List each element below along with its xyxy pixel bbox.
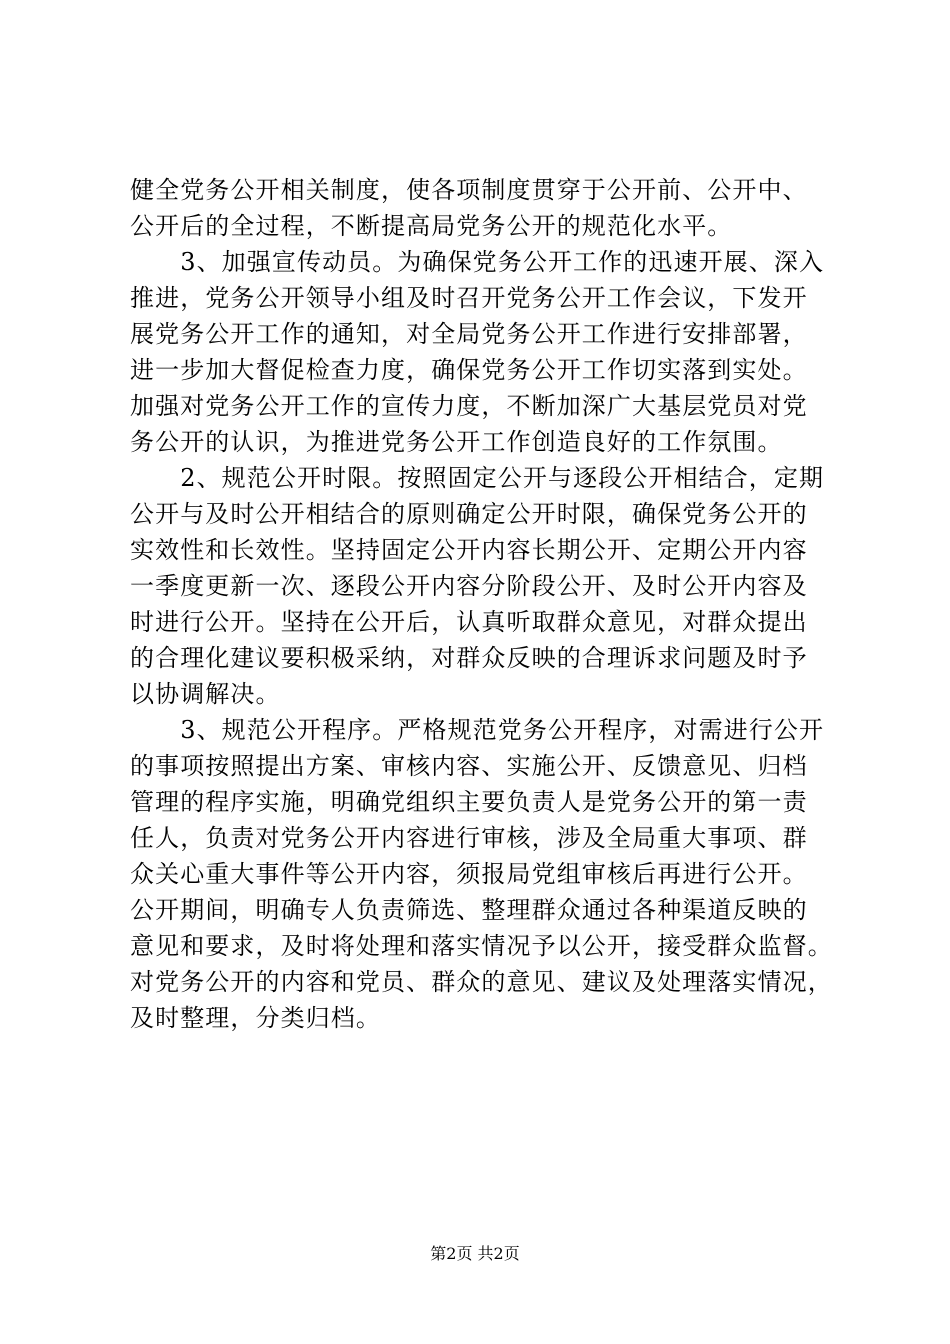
text-line: 任人，负责对党务公开内容进行审核，涉及全局重大事项、群 (130, 824, 808, 852)
text-line: 务公开的认识，为推进党务公开工作创造良好的工作氛围。 (130, 428, 783, 456)
body-text (130, 172, 833, 1036)
text-line: 实效性和长效性。坚持固定公开内容长期公开、定期公开内容 (130, 536, 808, 564)
text-line: 进一步加大督促检查力度，确保党务公开工作切实落到实处。 (130, 356, 808, 384)
text-line: 2、规范公开时限。按照固定公开与逐段公开相结合，定期 (130, 464, 825, 492)
text-line: 意见和要求，及时将处理和落实情况予以公开，接受群众监督。 (130, 932, 833, 960)
text-line: 展党务公开工作的通知，对全局党务公开工作进行安排部署， (130, 320, 808, 348)
text-line: 公开与及时公开相结合的原则确定公开时限，确保党务公开的 (130, 500, 808, 528)
text-line: 公开期间，明确专人负责筛选、整理群众通过各种渠道反映的 (130, 896, 808, 924)
text-line: 推进，党务公开领导小组及时召开党务公开工作会议，下发开 (130, 284, 808, 312)
text-line: 3、加强宣传动员。为确保党务公开工作的迅速开展、深入 (130, 248, 825, 276)
page-number-footer: 第2页 共2页 (430, 1244, 520, 1263)
text-line: 一季度更新一次、逐段公开内容分阶段公开、及时公开内容及 (130, 572, 808, 600)
text-line: 及时整理，分类归档。 (130, 1004, 381, 1032)
text-line: 时进行公开。坚持在公开后，认真听取群众意见，对群众提出 (130, 608, 808, 636)
text-line: 以协调解决。 (130, 680, 281, 708)
text-line: 加强对党务公开工作的宣传力度，不断加深广大基层党员对党 (130, 392, 808, 420)
text-line: 众关心重大事件等公开内容，须报局党组审核后再进行公开。 (130, 860, 808, 888)
text-line: 公开后的全过程，不断提高局党务公开的规范化水平。 (130, 212, 733, 240)
text-line: 的合理化建议要积极采纳，对群众反映的合理诉求问题及时予 (130, 644, 808, 672)
text-line: 的事项按照提出方案、审核内容、实施公开、反馈意见、归档 (130, 752, 808, 780)
text-line: 管理的程序实施，明确党组织主要负责人是党务公开的第一责 (130, 788, 808, 816)
text-line: 对党务公开的内容和党员、群众的意见、建议及处理落实情况， (130, 968, 833, 996)
text-line: 健全党务公开相关制度，使各项制度贯穿于公开前、公开中、 (130, 176, 808, 204)
text-line: 3、规范公开程序。严格规范党务公开程序，对需进行公开 (130, 716, 825, 744)
